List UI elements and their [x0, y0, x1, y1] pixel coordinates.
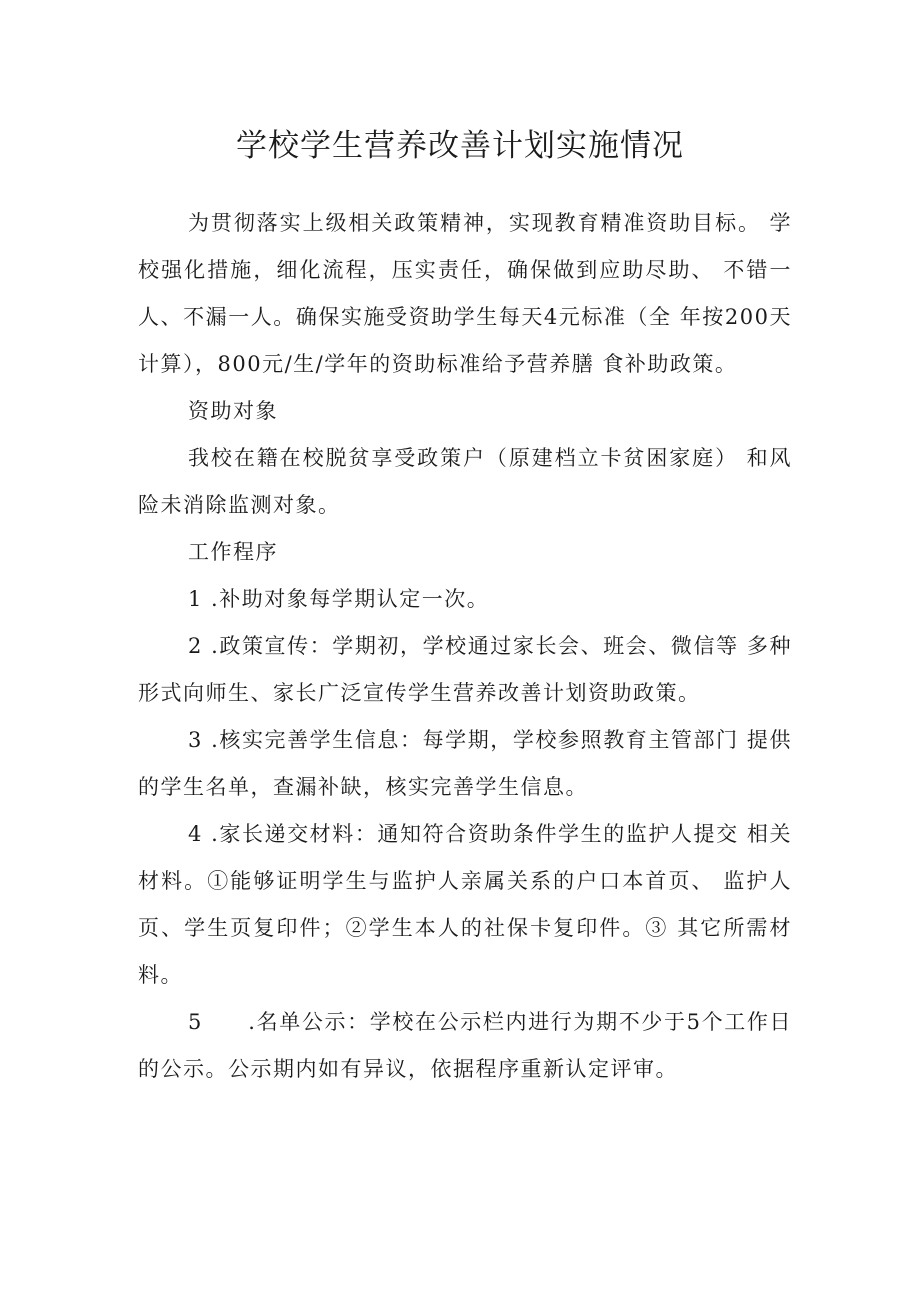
heading-work-procedure: 工作程序	[188, 540, 278, 564]
document-title: 学校学生营养改善计划实施情况	[236, 128, 684, 164]
paragraph-intro: 为贯彻落实上级相关政策精神，实现教育精准资助目标。 学校强化措施，细化流程，压实责任，确保做到应助尽助、 不错一人、不漏一人。确保实施受资助学生每天4元标准（全 年按200天计算），800元/生/学年的资助标准给予营养膳 食补助政策。	[138, 211, 792, 376]
procedure-item-4: 4 .家长递交材料：通知符合资助条件学生的监护人提交 相关材料。①能够证明学生与监护人亲属关系的户口本首页、 监护人页、学生页复印件；②学生本人的社保卡复印件。③ 其它所需材料。	[138, 822, 792, 987]
procedure-item-5: 5 .名单公示：学校在公示栏内进行为期不少于5个工作日的公示。公示期内如有异议，依据程序重新认定评审。	[138, 1010, 792, 1081]
paragraph-funding-target: 我校在籍在校脱贫享受政策户（原建档立卡贫困家庭） 和风险未消除监测对象。	[138, 446, 792, 517]
procedure-item-3: 3 .核实完善学生信息：每学期，学校参照教育主管部门 提供的学生名单，查漏补缺，核实完善学生信息。	[138, 728, 792, 799]
procedure-item-1: 1 .补助对象每学期认定一次。	[188, 587, 490, 611]
procedure-item-2: 2 .政策宣传：学期初，学校通过家长会、班会、微信等 多种形式向师生、家长广泛宣传学生营养改善计划资助政策。	[138, 634, 792, 705]
heading-funding-target: 资助对象	[188, 399, 278, 423]
document-body	[138, 200, 792, 1093]
